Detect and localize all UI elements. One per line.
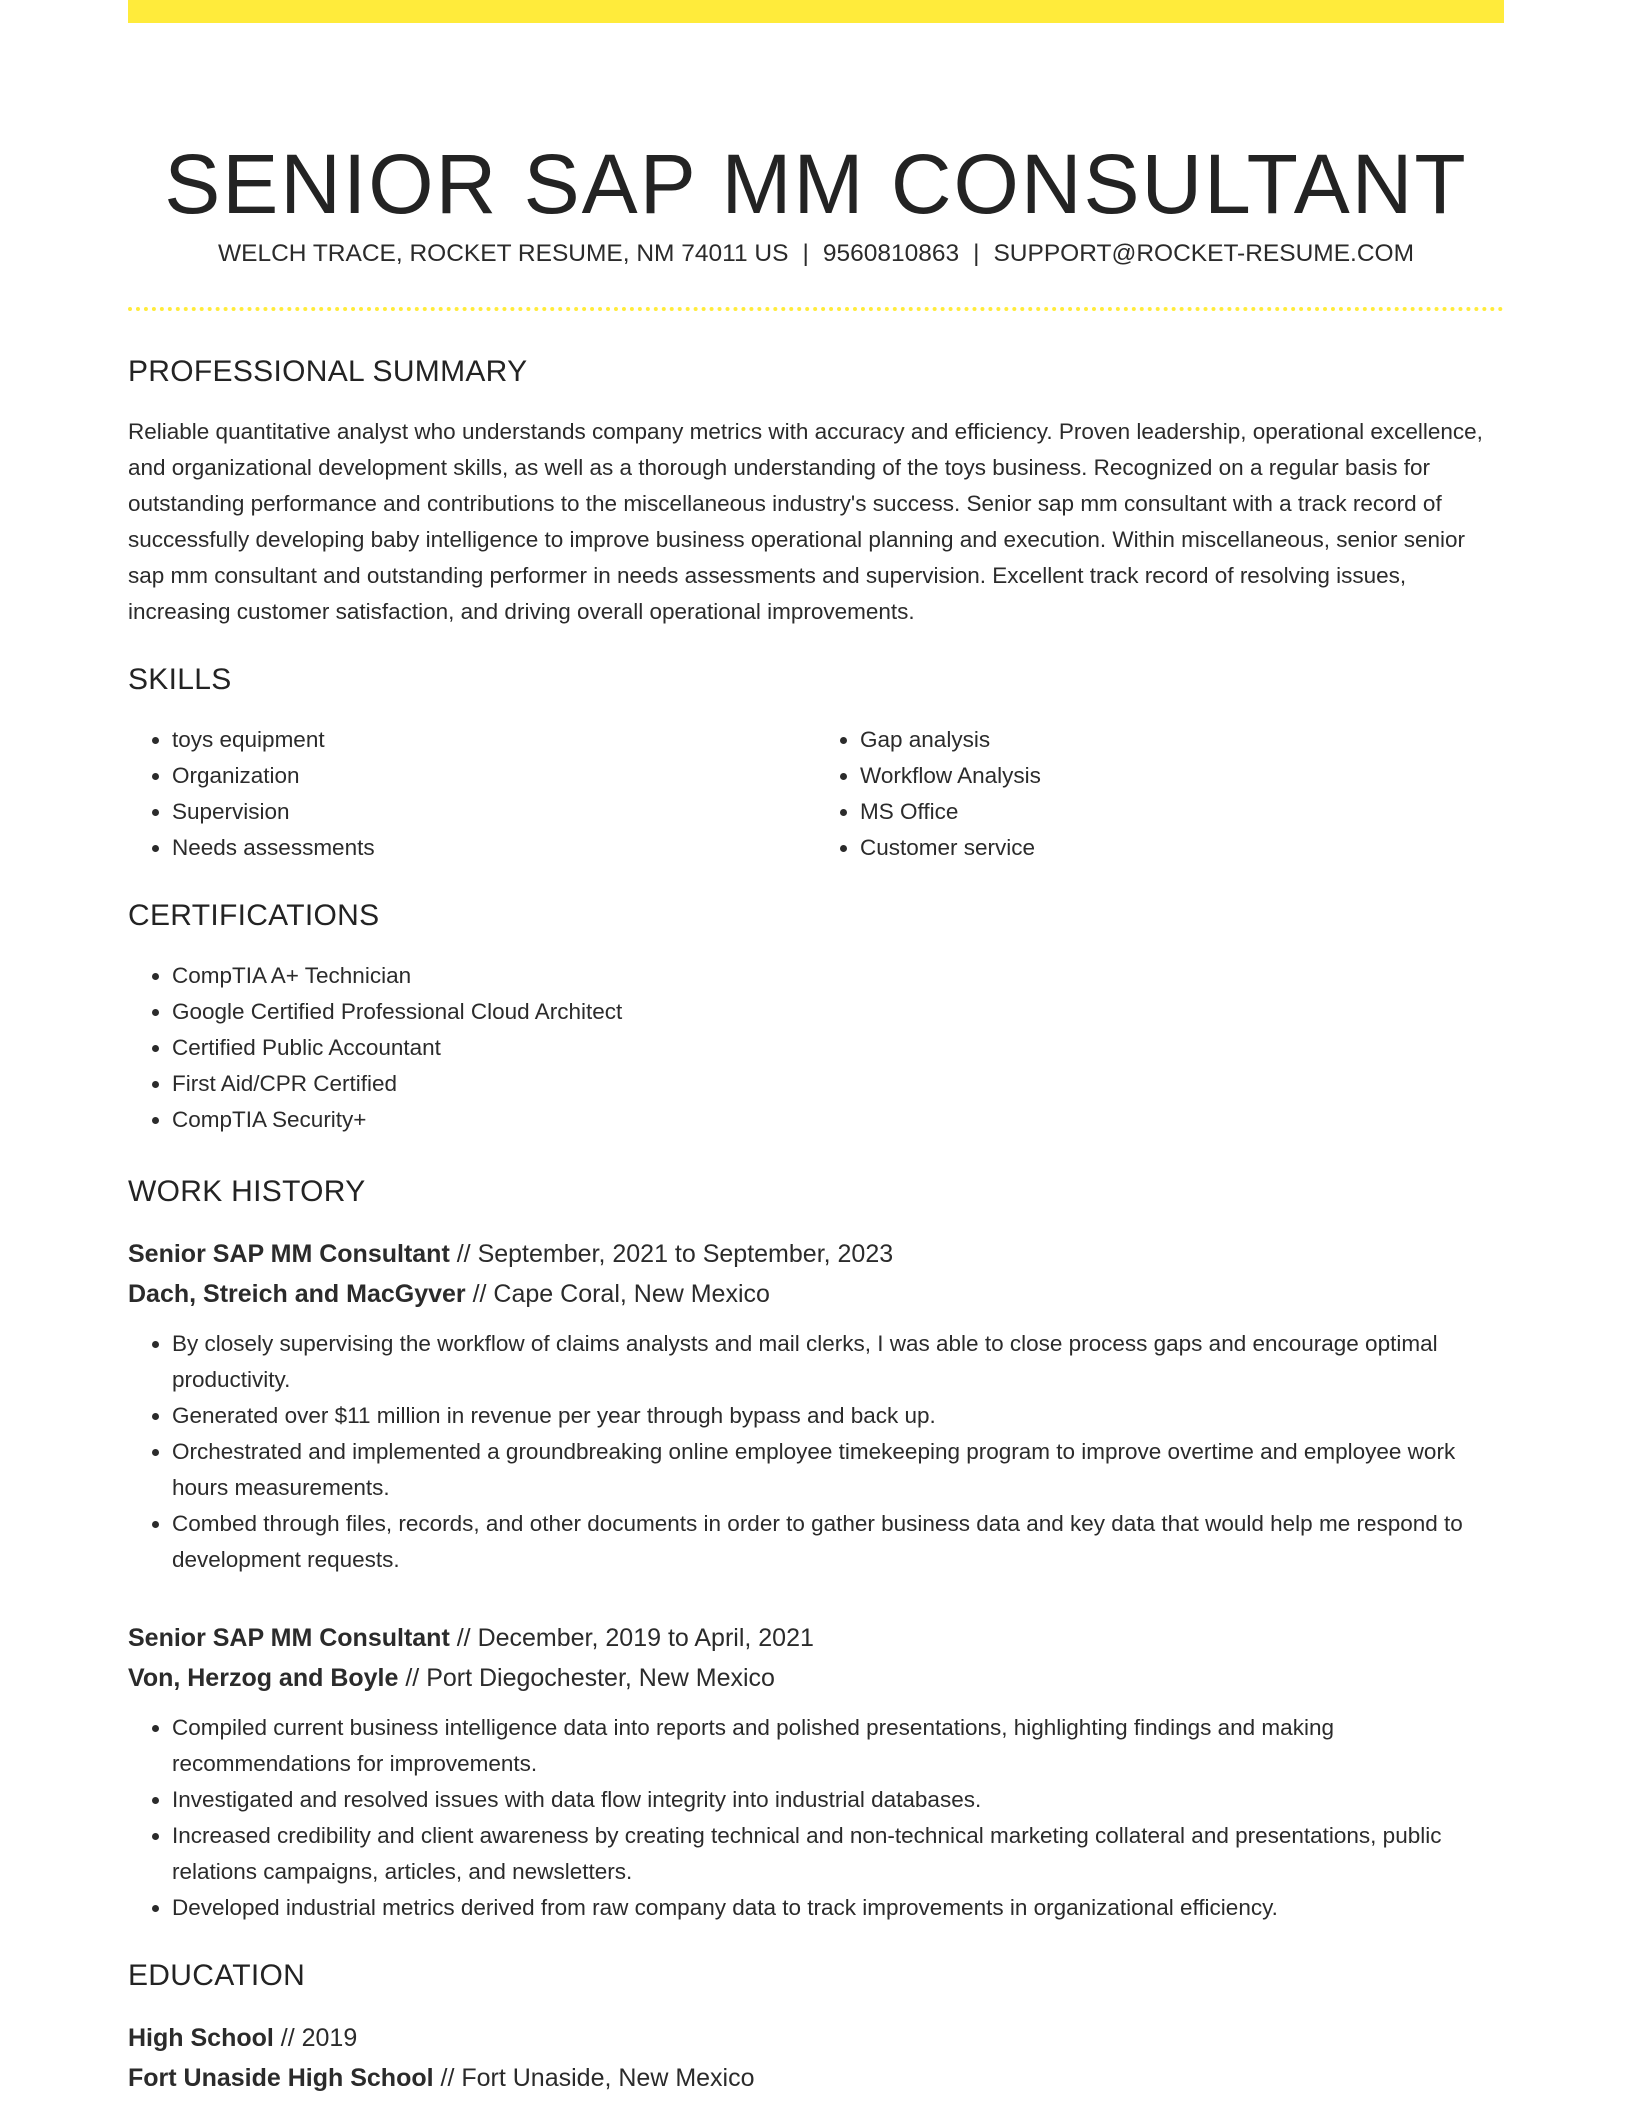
education-entry: [128, 2018, 1504, 2098]
contact-line: [128, 236, 1504, 272]
skills-left-column: [128, 722, 816, 866]
certifications-list: [128, 958, 1504, 1138]
page-title: SENIOR SAP MM CONSULTANT: [164, 137, 1468, 232]
job-bullet: • Combed through files, records, and other documents in order to gather business data and key data that would help me respond to development requests.: [172, 1506, 1504, 1578]
education-school-line: [128, 2058, 1504, 2098]
job-dates: // September, 2021 to September, 2023: [449, 1240, 894, 1268]
certification-item: • Google Certified Professional Cloud Architect: [172, 994, 1504, 1030]
contact-address: WELCH TRACE, ROCKET RESUME, NM 74011 US: [217, 240, 789, 267]
education-school: Fort Unaside High School: [128, 2064, 434, 2092]
job-company-line: [128, 1658, 1504, 1698]
skill-item: • Needs assessments: [172, 830, 816, 866]
skills-list: [128, 722, 1504, 866]
job-dates: // December, 2019 to April, 2021: [449, 1624, 814, 1652]
job-location: // Cape Coral, New Mexico: [465, 1280, 770, 1308]
certification-item: • CompTIA Security+: [172, 1102, 1504, 1138]
education-degree: High School: [128, 2024, 274, 2052]
job-company: Von, Herzog and Boyle: [128, 1664, 399, 1692]
resume-content: [128, 352, 1504, 2098]
skill-item: • toys equipment: [172, 722, 816, 758]
contact-phone: 9560810863: [822, 240, 960, 267]
job-bullet: • Investigated and resolved issues with data flow integrity into industrial databases.: [172, 1782, 1504, 1818]
skills-heading: SKILLS: [128, 663, 232, 696]
accent-top-bar: [128, 0, 1504, 23]
dotted-divider: [128, 307, 1504, 311]
job-bullet: • Increased credibility and client awareness by creating technical and non-technical marketing collateral and presentations, public relations campaigns, articles, and newsletters.: [172, 1818, 1504, 1890]
job-bullet: • Orchestrated and implemented a groundbreaking online employee timekeeping program to improve overtime and employee work hours measurements.: [172, 1434, 1504, 1506]
job-title-line: [128, 1618, 1504, 1658]
certification-item: • CompTIA A+ Technician: [172, 958, 1504, 994]
job-bullet: • Compiled current business intelligence data into reports and polished presentations, highlighting findings and making recommendations for improvements.: [172, 1710, 1504, 1782]
skill-item: • MS Office: [860, 794, 1504, 830]
skill-item: • Customer service: [860, 830, 1504, 866]
education-degree-line: [128, 2018, 1504, 2058]
job-bullet: • By closely supervising the workflow of claims analysts and mail clerks, I was able to close process gaps and encourage optimal productivity.: [172, 1326, 1504, 1398]
skills-right-column: [816, 722, 1504, 866]
job-company-line: [128, 1274, 1504, 1314]
skill-item: • Organization: [172, 758, 816, 794]
job-title: Senior SAP MM Consultant: [128, 1240, 450, 1268]
skill-item: • Gap analysis: [860, 722, 1504, 758]
work-history-heading: WORK HISTORY: [128, 1175, 366, 1208]
education-heading: EDUCATION: [128, 1959, 306, 1992]
job-location: // Port Diegochester, New Mexico: [398, 1664, 775, 1692]
job-bullet: • Generated over $11 million in revenue per year through bypass and back up.: [172, 1398, 1504, 1434]
job-bullet: • Developed industrial metrics derived from raw company data to track improvements in organizational efficiency.: [172, 1890, 1504, 1926]
certifications-heading: CERTIFICATIONS: [128, 899, 380, 932]
job-entry: [128, 1618, 1504, 1926]
contact-email: SUPPORT@ROCKET-RESUME.COM: [993, 240, 1414, 267]
education-year: // 2019: [273, 2024, 358, 2052]
job-bullets: [128, 1710, 1504, 1926]
skill-item: • Workflow Analysis: [860, 758, 1504, 794]
job-entry: [128, 1234, 1504, 1578]
job-company: Dach, Streich and MacGyver: [128, 1280, 466, 1308]
certification-item: • Certified Public Accountant: [172, 1030, 1504, 1066]
job-title: Senior SAP MM Consultant: [128, 1624, 450, 1652]
contact-separator: |: [973, 240, 980, 267]
summary-heading: PROFESSIONAL SUMMARY: [128, 355, 528, 388]
job-title-line: [128, 1234, 1504, 1274]
education-location: // Fort Unaside, New Mexico: [433, 2064, 755, 2092]
summary-text: Reliable quantitative analyst who understands company metrics with accuracy and efficiency. Proven leadership, operational excellence, and organizational development skills, as well as a thorough understanding of the toys business. Recognized on a regular basis for outstanding performance and contributions to the miscellaneous industry's success. Senior sap mm consultant with a track record of successfully developing baby intelligence to improve business operational planning and execution. Within miscellaneous, senior senior sap mm consultant and outstanding performer in needs assessments and supervision. Excellent track record of resolving issues, increasing customer satisfaction, and driving overall operational improvements.: [128, 419, 1483, 624]
certification-item: • First Aid/CPR Certified: [172, 1066, 1504, 1102]
contact-separator: |: [802, 240, 809, 267]
job-bullets: [128, 1326, 1504, 1578]
skill-item: • Supervision: [172, 794, 816, 830]
